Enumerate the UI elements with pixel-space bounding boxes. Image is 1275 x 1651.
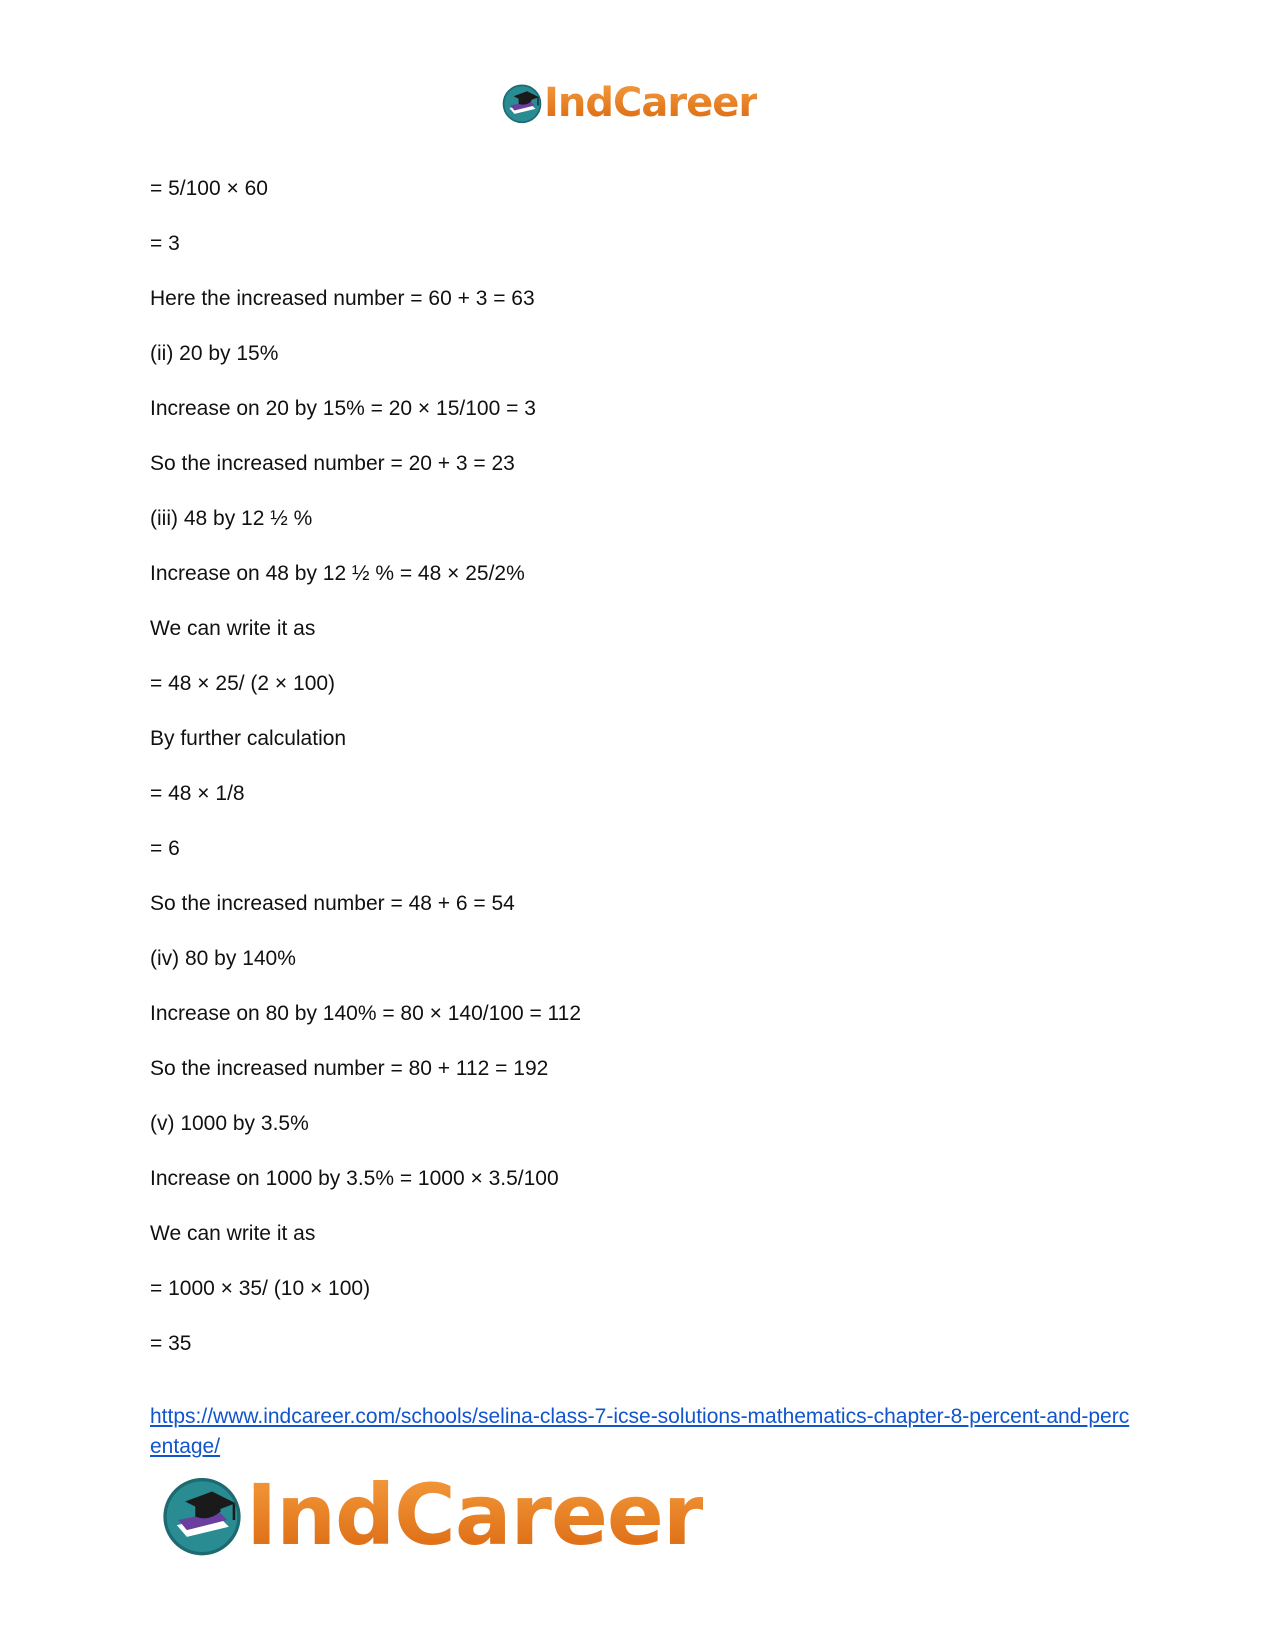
solution-line: Here the increased number = 60 + 3 = 63 [150,287,535,310]
solution-line: So the increased number = 80 + 112 = 192 [150,1057,549,1080]
graduation-cap-book-icon [160,1473,244,1557]
solution-line: We can write it as [150,617,316,640]
solution-line: Increase on 48 by 12 ½ % = 48 × 25/2% [150,562,525,585]
solution-line: = 35 [150,1332,192,1355]
solution-line: (v) 1000 by 3.5% [150,1112,309,1135]
solution-line: So the increased number = 48 + 6 = 54 [150,892,515,915]
solution-line: (ii) 20 by 15% [150,342,279,365]
solution-line: We can write it as [150,1222,316,1245]
solution-line: (iv) 80 by 140% [150,947,296,970]
solution-line: By further calculation [150,727,347,750]
solution-line: = 48 × 25/ (2 × 100) [150,672,336,695]
header-logo [501,80,757,126]
logo-wordmark: IndCareer [544,80,758,126]
solution-line: = 48 × 1/8 [150,782,245,805]
solution-line: = 5/100 × 60 [150,177,268,200]
solution-line: Increase on 80 by 140% = 80 × 140/100 = 112 [150,1002,582,1025]
footer-logo [160,1466,704,1564]
logo-wordmark: IndCareer [246,1466,704,1564]
solution-line: Increase on 1000 by 3.5% = 1000 × 3.5/100 [150,1167,559,1190]
solution-content [150,176,1130,1386]
solution-line: Increase on 20 by 15% = 20 × 15/100 = 3 [150,397,536,420]
solution-line: = 1000 × 35/ (10 × 100) [150,1277,371,1300]
solution-line: So the increased number = 20 + 3 = 23 [150,452,515,475]
solution-line: = 6 [150,837,180,860]
solution-line: = 3 [150,232,180,255]
source-link[interactable]: https://www.indcareer.com/schools/selina-class-7-icse-solutions-mathematics-chapter-8-percent-and-percentage/ [150,1405,1130,1458]
graduation-cap-book-icon [501,82,543,124]
solution-line: (iii) 48 by 12 ½ % [150,507,313,530]
